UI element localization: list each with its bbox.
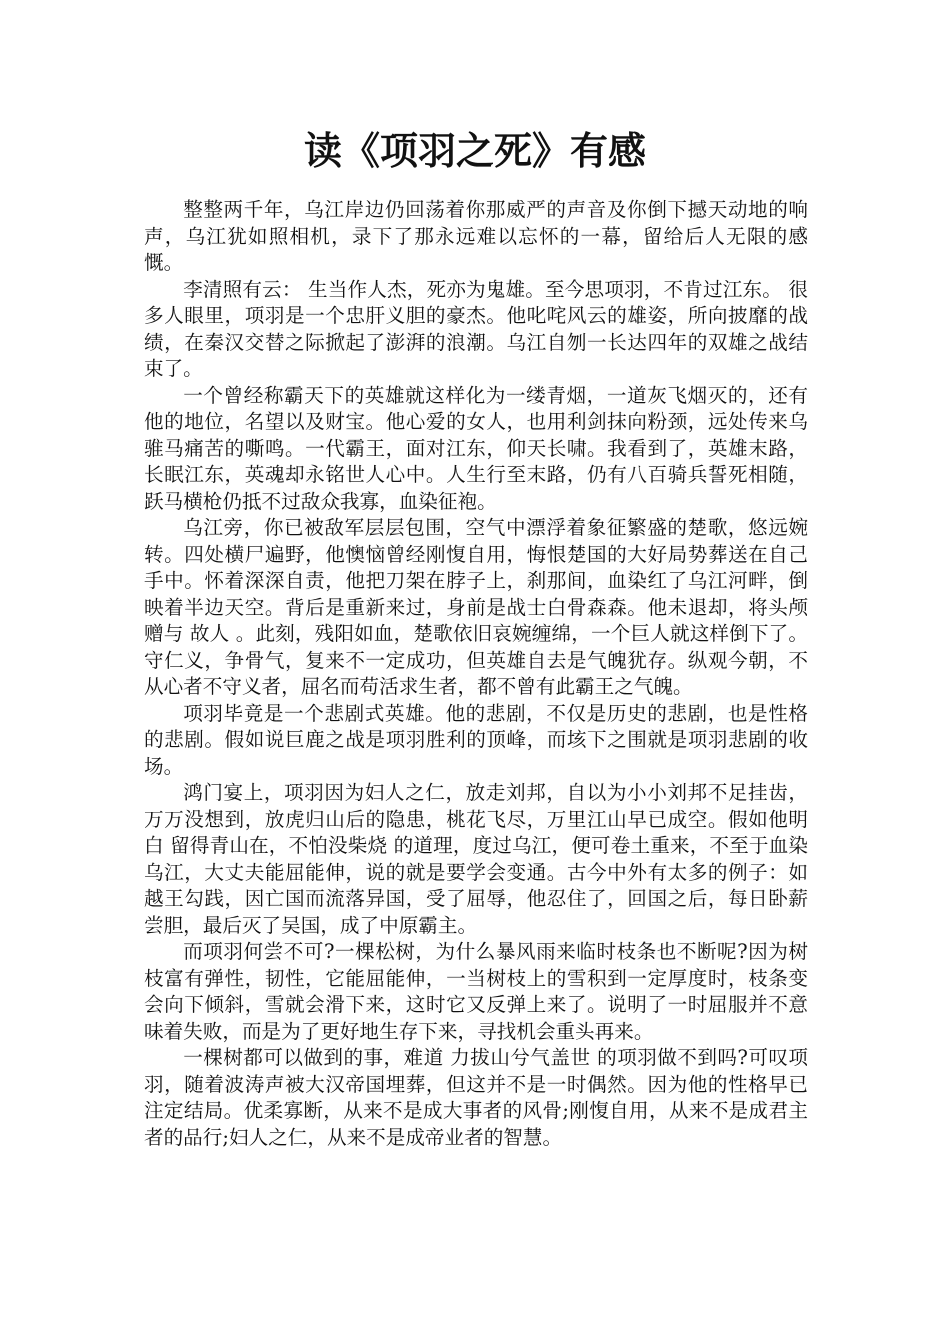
paragraph-6: 鸿门宴上，项羽因为妇人之仁，放走刘邦，自以为小小刘邦不足挂齿，万万没想到，放虎归山后的隐患，桃花飞尽，万里江山早已成空。假如他明白 留得青山在，不怕没柴烧 的道理，度过乌江，便可卷土重来，不至于血染乌江，大丈夫能屈能伸，说的就是要学会变通。古今中外有太多的例子：如越王勾践，因亡国而流落异国，受了屈辱，他忍住了，回国之后，每日卧薪尝胆，最后灭了吴国，成了中原霸主。 — [144, 781, 808, 937]
paragraph-3: 一个曾经称霸天下的英雄就这样化为一缕青烟，一道灰飞烟灭的，还有他的地位，名望以及财宝。他心爱的女人，也用利剑抹向粉颈，远处传来乌骓马痛苦的嘶鸣。一代霸王，面对江东，仰天长啸。我看到了，英雄末路，长眠江东，英魂却永铭世人心中。人生行至末路，仍有八百骑兵誓死相随，跃马横枪仍抵不过敌众我寡，血染征袍。 — [144, 383, 808, 513]
paragraph-8: 一棵树都可以做到的事，难道 力拔山兮气盖世 的项羽做不到吗?可叹项羽，随着波涛声被大汉帝国埋葬，但这并不是一时偶然。因为他的性格早已注定结局。优柔寡断，从来不是成大事者的风骨;刚愎自用，从来不是成君主者的品行;妇人之仁，从来不是成帝业者的智慧。 — [144, 1046, 808, 1149]
paragraph-1: 整整两千年，乌江岸边仍回荡着你那威严的声音及你倒下撼天动地的响声，乌江犹如照相机，录下了那永远难以忘怀的一幕，留给后人无限的感慨。 — [144, 198, 808, 274]
paragraph-4: 乌江旁，你已被敌军层层包围，空气中漂浮着象征繁盛的楚歌，悠远婉转。四处横尸遍野，他懊恼曾经刚愎自用，悔恨楚国的大好局势葬送在自己手中。怀着深深自责，他把刀架在脖子上，刹那间，血染红了乌江河畔，倒映着半边天空。背后是重新来过，身前是战士白骨森森。他未退却，将头颅赠与 故人 。此刻，残阳如血，楚歌依旧哀婉缠绵，一个巨人就这样倒下了。守仁义，争骨气，复来不一定成功，但英雄自去是气魄犹存。纵观今朝，不从心者不守义者，屈名而苟活求生者，都不曾有此霸王之气魄。 — [144, 516, 808, 698]
document-title: 读《项羽之死》有感 — [303, 129, 646, 173]
paragraph-7: 而项羽何尝不可?一棵松树，为什么暴风雨来临时枝条也不断呢?因为树枝富有弹性，韧性，它能屈能伸，一当树枝上的雪积到一定厚度时，枝条变会向下倾斜，雪就会滑下来，这时它又反弹上来了。说明了一时屈服并不意味着失败，而是为了更好地生存下来，寻找机会重头再来。 — [144, 940, 808, 1043]
paragraph-5: 项羽毕竟是一个悲剧式英雄。他的悲剧，不仅是历史的悲剧，也是性格的悲剧。假如说巨鹿之战是项羽胜利的顶峰，而垓下之围就是项羽悲剧的收场。 — [144, 701, 808, 778]
document-body — [144, 197, 808, 1151]
paragraph-2: 李清照有云： 生当作人杰，死亦为鬼雄。至今思项羽，不肯过江东。 很多人眼里，项羽是一个忠肝义胆的豪杰。他叱咤风云的雄姿，所向披靡的战绩，在秦汉交替之际掀起了澎湃的浪潮。乌江自刎一长达四年的双雄之战结束了。 — [144, 277, 808, 380]
